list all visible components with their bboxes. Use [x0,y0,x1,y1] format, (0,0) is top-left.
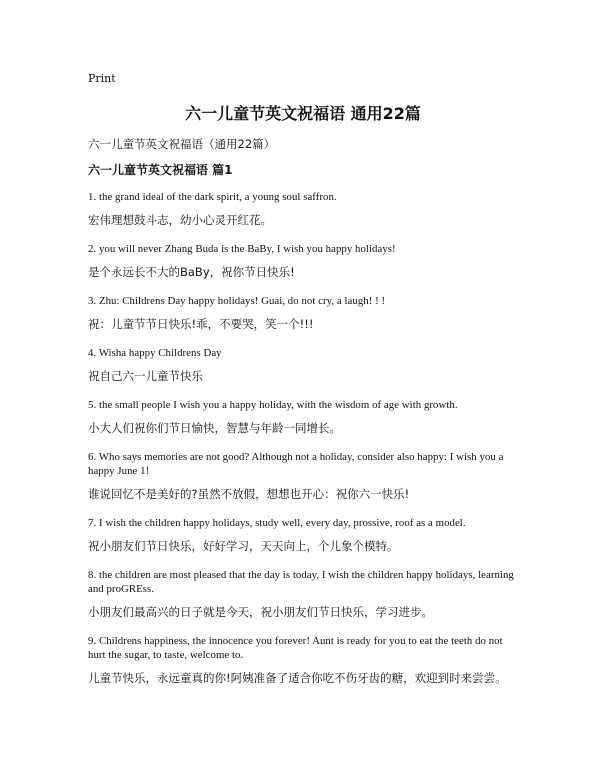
print-label: Print [88,72,116,85]
english-wish: 6. Who says memories are not good? Although not a holiday, consider also happy: I wish you a happy June 1! [88,451,504,477]
wish-item-6 [88,450,518,502]
section-heading: 六一儿童节英文祝福语 篇1 [88,163,233,177]
english-wish: 5. the small people I wish you a happy holiday, with the wisdom of age with growth. [88,399,458,411]
english-wish: 4. Wisha happy Childrens Day [88,347,222,359]
chinese-wish: 祝自己六一儿童节快乐 [88,369,203,383]
wish-item-8 [88,568,518,620]
wish-item-3 [88,294,518,332]
wish-item-7 [88,516,518,554]
chinese-wish: 宏伟理想鼓斗志，幼小心灵开红花。 [88,213,272,227]
english-wish: 7. I wish the children happy holidays, study well, every day, prossive, roof as a model. [88,517,466,529]
wish-item-9 [88,634,518,686]
wish-item-5 [88,398,518,436]
document-title: 六一儿童节英文祝福语 通用22篇 [185,104,421,123]
document-subtitle: 六一儿童节英文祝福语（通用22篇） [88,137,276,151]
english-wish: 1. the grand ideal of the dark spirit, a young soul saffron. [88,191,337,203]
chinese-wish: 谁说回忆不是美好的?虽然不放假，想想也开心：祝你六一快乐! [88,487,410,501]
english-wish: 9. Childrens happiness, the innocence you forever! Aunt is ready for you to eat the teeth do not hurt the sugar, to taste, welcome to. [88,635,503,661]
chinese-wish: 小朋友们最高兴的日子就是今天，祝小朋友们节日快乐，学习进步。 [88,605,433,619]
wish-item-2 [88,242,518,280]
chinese-wish: 小大人们祝你们节日愉快，智慧与年龄一同增长。 [88,421,341,435]
english-wish: 2. you will never Zhang Buda is the BaBy, I wish you happy holidays! [88,243,396,255]
chinese-wish: 是个永远长不大的BaBy，祝你节日快乐! [88,265,295,279]
chinese-wish: 祝小朋友们节日快乐，好好学习，天天向上，个儿象个模特。 [88,539,399,553]
chinese-wish: 儿童节快乐，永远童真的你!阿姨准备了适合你吃不伤牙齿的糖，欢迎到时来尝尝。 [88,671,507,685]
chinese-wish: 祝：儿童节节日快乐!乖，不要哭，笑一个!!! [88,317,314,331]
english-wish: 8. the children are most pleased that the day is today, I wish the children happy holidays, learning and proGREss. [88,569,514,595]
wish-item-1 [88,190,518,228]
english-wish: 3. Zhu: Childrens Day happy holidays! Guai, do not cry, a laugh! ! ! [88,295,386,307]
wish-item-4 [88,346,518,384]
